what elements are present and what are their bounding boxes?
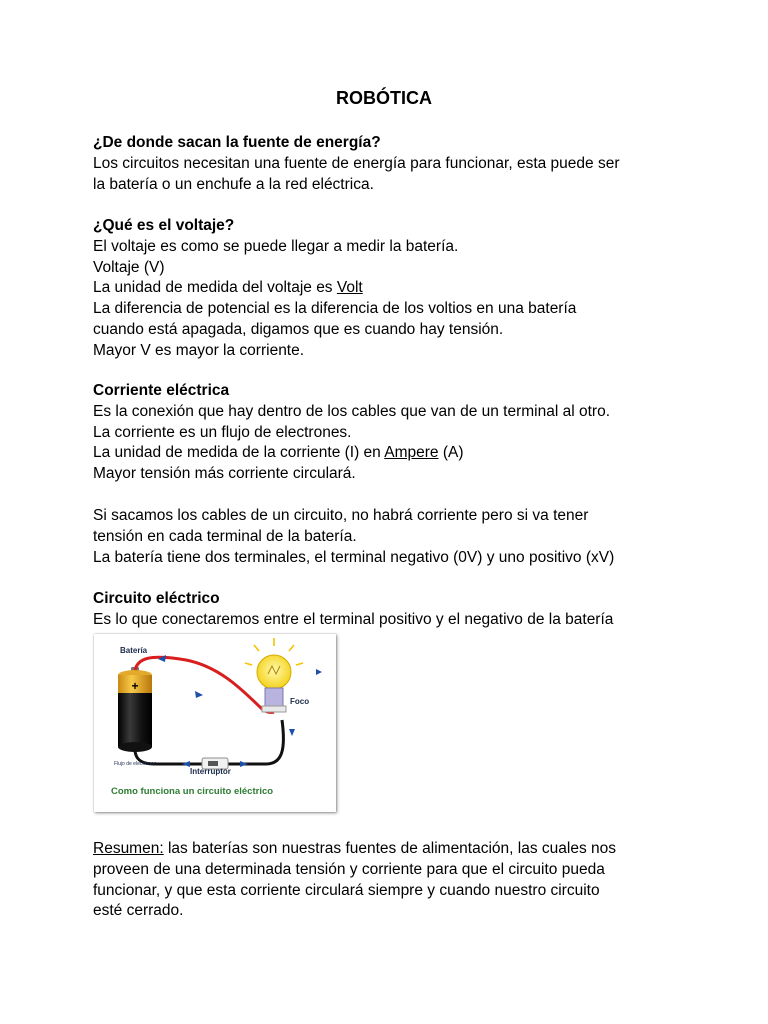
paragraph-line: Es la conexión que hay dentro de los cables que van de un terminal al otro. bbox=[93, 402, 610, 420]
section-current bbox=[93, 381, 693, 485]
section-heading: ¿Qué es el voltaje? bbox=[93, 217, 235, 234]
paragraph-line: proveen de una determinada tensión y corriente para que el circuito pueda bbox=[93, 860, 605, 878]
section-circuit bbox=[93, 589, 693, 631]
line-text: La unidad de medida del voltaje es bbox=[93, 279, 337, 297]
section-heading: ¿De donde sacan la fuente de energía? bbox=[93, 134, 381, 151]
volt-link[interactable]: Volt bbox=[336, 279, 363, 297]
battery-icon bbox=[118, 667, 152, 752]
summary-label: Resumen: bbox=[93, 840, 164, 857]
bulb-label: Foco bbox=[290, 697, 310, 706]
paragraph-line: La corriente es un flujo de electrones. bbox=[93, 423, 352, 441]
paragraph-line bbox=[93, 278, 693, 299]
figure-caption: Como funciona un circuito eléctrico bbox=[111, 786, 274, 797]
paragraph-line: cuando está apagada, digamos que es cuando hay tensión. bbox=[93, 320, 504, 338]
paragraph-line: Si sacamos los cables de un circuito, no habrá corriente pero si va tener bbox=[93, 507, 589, 524]
paragraph-line: La batería tiene dos terminales, el terminal negativo (0V) y uno positivo (xV) bbox=[93, 548, 615, 566]
line-text: las baterías son nuestras fuentes de alimentación, las cuales nos bbox=[163, 840, 617, 857]
section-heading: Corriente eléctrica bbox=[93, 382, 230, 399]
section-voltage bbox=[93, 216, 693, 362]
paragraph-line: Mayor V es mayor la corriente. bbox=[93, 341, 305, 359]
paragraph-line: Es lo que conectaremos entre el terminal positivo y el negativo de la batería bbox=[93, 610, 614, 628]
paragraph-line: esté cerrado. bbox=[93, 902, 184, 920]
paragraph-line: Los circuitos necesitan una fuente de energía para funcionar, esta puede ser bbox=[93, 154, 620, 172]
paragraph-line: la batería o un enchufe a la red eléctrica. bbox=[93, 175, 374, 193]
section-summary bbox=[93, 839, 693, 922]
ampere-link[interactable]: Ampere bbox=[384, 444, 439, 462]
paragraph-line: Voltaje (V) bbox=[93, 258, 165, 276]
circuit-diagram-image bbox=[94, 634, 336, 812]
page-title: ROBÓTICA bbox=[336, 88, 432, 108]
paragraph-line: El voltaje es como se puede llegar a medir la batería. bbox=[93, 237, 459, 255]
paragraph-line bbox=[93, 443, 693, 464]
plus-sign: + bbox=[131, 679, 139, 693]
section-terminals bbox=[93, 506, 693, 568]
black-wire-right bbox=[228, 720, 283, 764]
paragraph-line: funcionar, y que esta corriente circulará siempre y cuando nuestro circuito bbox=[93, 881, 600, 899]
paragraph-line: La diferencia de potencial es la diferencia de los voltios en una batería bbox=[93, 300, 577, 318]
arrow-icon bbox=[158, 655, 322, 767]
paragraph-line bbox=[93, 839, 693, 860]
electron-flow-label: Flujo de electrones bbox=[114, 761, 157, 767]
line-text: (A) bbox=[438, 444, 464, 462]
paragraph-line: tensión en cada terminal de la batería. bbox=[93, 527, 357, 545]
battery-label: Batería bbox=[120, 646, 148, 655]
red-wire bbox=[135, 657, 274, 712]
line-text: La unidad de medida de la corriente (I) en bbox=[93, 444, 385, 462]
section-energy-source bbox=[93, 133, 693, 195]
section-heading: Circuito eléctrico bbox=[93, 590, 220, 607]
switch-label: Interruptor bbox=[190, 767, 231, 776]
paragraph-line: Mayor tensión más corriente circulará. bbox=[93, 465, 356, 483]
